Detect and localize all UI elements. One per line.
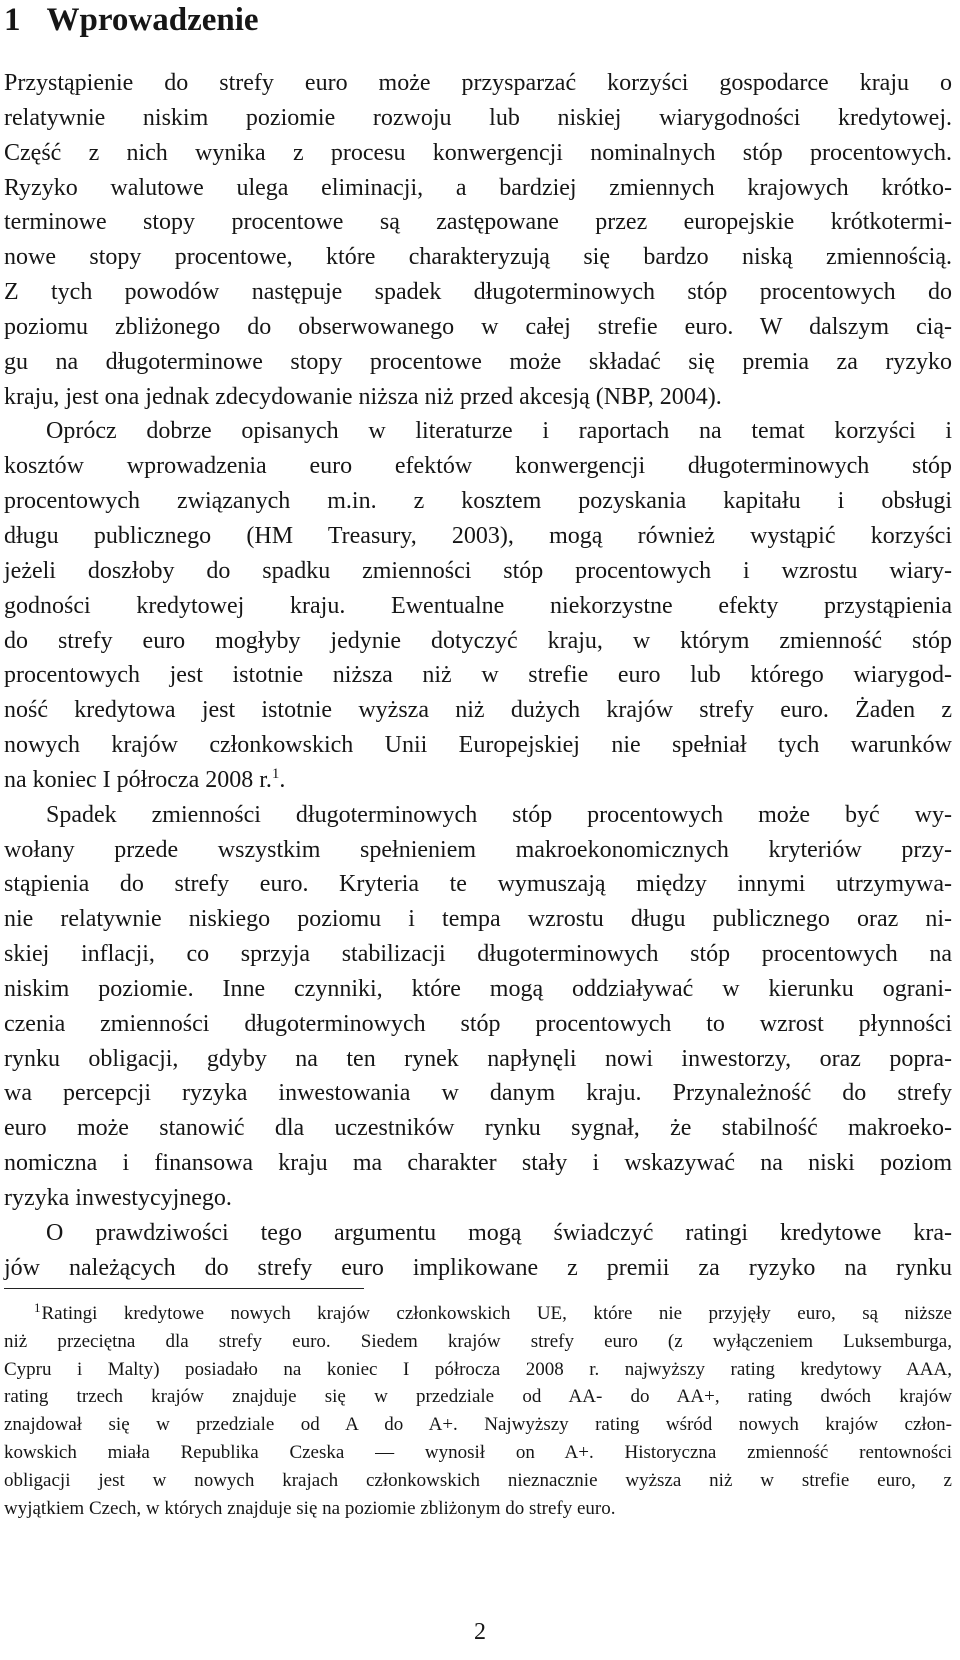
- text-line: wa percepcji ryzyka inwestowania w danym kraju. Przynależność do strefy: [4, 1080, 952, 1107]
- footnote-line: [4, 1300, 952, 1328]
- text-line: gu na długoterminowe stopy procentowe może składać się premia za ryzyko: [4, 348, 952, 375]
- text-line: poziomu zbliżonego do obserwowanego w całej strefie euro. W dalszym cią-: [4, 313, 952, 340]
- footnote-number: 1: [34, 1300, 41, 1315]
- text-line: skiej inflacji, co sprzyja stabilizacji długoterminowych stóp procentowych na: [4, 941, 952, 968]
- footnote-text: Ratingi kredytowe nowych krajów członkowskich UE, które nie przyjęły euro, są niższe: [41, 1303, 952, 1324]
- text-line: relatywnie niskim poziomie rozwoju lub niskiej wiarygodności kredytowej.: [4, 104, 952, 131]
- text-line: Ryzyko walutowe ulega eliminacji, a bardziej zmiennych krajowych krótko-: [4, 174, 952, 201]
- text-line: Spadek zmienności długoterminowych stóp procentowych może być wy-: [46, 801, 952, 828]
- footnote-line: kowskich miała Republika Czeska — wynosił on A+. Historyczna zmienność rentowności: [4, 1441, 952, 1463]
- text-line: rynku obligacji, gdyby na ten rynek napłynęli nowi inwestorzy, oraz popra-: [4, 1045, 952, 1072]
- text-line: kraju, jest ona jednak zdecydowanie niższa niż przed akcesją (NBP, 2004).: [4, 383, 722, 410]
- footnote-line: rating trzech krajów znajduje się w przedziale od AA- do AA+, rating dwóch krajów: [4, 1386, 952, 1408]
- footnote-divider: [4, 1288, 364, 1289]
- text-line: Z tych powodów następuje spadek długoterminowych stóp procentowych do: [4, 279, 952, 306]
- text-line: nowe stopy procentowe, które charakteryzują się bardzo niską zmiennością.: [4, 244, 952, 271]
- text-line: ryzyka inwestycyjnego.: [4, 1185, 232, 1211]
- text-line: długu publicznego (HM Treasury, 2003), mogą również wystąpić korzyści: [4, 522, 952, 549]
- footnote-line: niż przeciętna dla strefy euro. Siedem krajów strefy euro (z wyłączeniem Luksemburga,: [4, 1330, 952, 1352]
- footnote-line: obligacji jest w nowych krajach członkowskich nieznacznie wyższa niż w strefie euro, z: [4, 1469, 952, 1491]
- text-line: Część z nich wynika z procesu konwergencji nominalnych stóp procentowych.: [4, 139, 952, 166]
- footnote-line: wyjątkiem Czech, w których znajduje się na poziomie zbliżonym do strefy euro.: [4, 1497, 616, 1519]
- text-line: na koniec I półrocza 2008 r.: [4, 766, 272, 793]
- text-line: nowych krajów członkowskich Unii Europejskiej nie spełniał tych warunków: [4, 732, 952, 759]
- text-line: jów należących do strefy euro implikowane z premii za ryzyko na rynku: [4, 1254, 952, 1281]
- text-line: do strefy euro mogłyby jedynie dotyczyć kraju, w którym zmienność stóp: [4, 627, 952, 654]
- text-line: kosztów wprowadzenia euro efektów konwergencji długoterminowych stóp: [4, 453, 952, 480]
- footnote-reference: 1: [271, 765, 280, 782]
- text-line: nomiczna i finansowa kraju ma charakter stały i wskazywać na niski poziom: [4, 1150, 952, 1177]
- text-line: procentowych jest istotnie niższa niż w strefie euro lub którego wiarygod-: [4, 662, 952, 689]
- section-heading: [4, 0, 259, 40]
- text-line: Oprócz dobrze opisanych w literaturze i raportach na temat korzyści i: [46, 418, 952, 445]
- text-line: terminowe stopy procentowe są zastępowane przez europejskie krótkotermi-: [4, 209, 952, 236]
- text-line: wołany przede wszystkim spełnieniem makroekonomicznych kryteriów przy-: [4, 836, 952, 863]
- footnote: [4, 1300, 952, 1522]
- text-line: O prawdziwości tego argumentu mogą świadczyć ratingi kredytowe kra-: [46, 1219, 952, 1246]
- text-line: jeżeli doszłoby do spadku zmienności stóp procentowych i wzrostu wiary-: [4, 557, 952, 584]
- footnote-line: znajdował się w przedziale od A do A+. Najwyższy rating wśród nowych krajów człon-: [4, 1414, 952, 1436]
- text-line: stąpienia do strefy euro. Kryteria te wymuszają między innymi utrzymywa-: [4, 871, 952, 898]
- text-line: niskim poziomie. Inne czynniki, które mogą oddziaływać w kierunku ograni-: [4, 975, 952, 1002]
- section-number: 1: [4, 2, 21, 38]
- text-line: Przystąpienie do strefy euro może przysparzać korzyści gospodarce kraju o: [4, 70, 952, 96]
- section-title: Wprowadzenie: [46, 2, 259, 38]
- text-line: nie relatywnie niskiego poziomu i tempa wzrostu długu publicznego oraz ni-: [4, 906, 952, 933]
- text-line-with-footnote: [4, 763, 952, 798]
- page-number: 2: [474, 1619, 486, 1645]
- body-text: [4, 66, 952, 1286]
- text-line: czenia zmienności długoterminowych stóp procentowych to wzrost płynności: [4, 1010, 952, 1037]
- text-line: ność kredytowa jest istotnie wyższa niż dużych krajów strefy euro. Żaden z: [4, 697, 952, 724]
- text-line: procentowych związanych m.in. z kosztem pozyskania kapitału i obsługi: [4, 488, 952, 515]
- footnote-line: Cypru i Malty) posiadało na koniec I półrocza 2008 r. najwyższy rating kredytowy AAA,: [4, 1358, 952, 1380]
- text-line: euro może stanowić dla uczestników rynku sygnał, że stabilność makroeko-: [4, 1115, 952, 1142]
- text-line: godności kredytowej kraju. Ewentualne niekorzystne efekty przystąpienia: [4, 592, 952, 619]
- footnote-reference-period: .: [279, 766, 286, 793]
